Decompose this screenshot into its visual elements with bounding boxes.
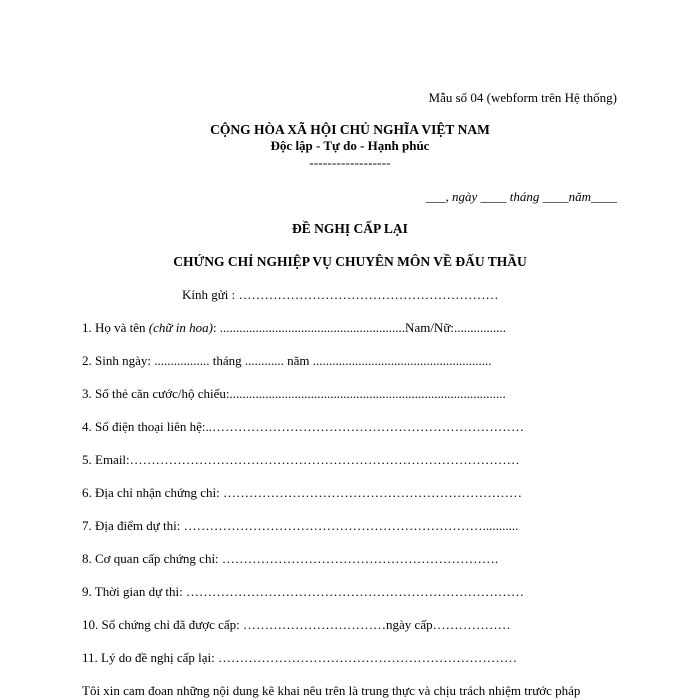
field-certificate-number: 10. Số chứng chỉ đã được cấp: ……………………………ngày cấp……………… xyxy=(82,617,511,632)
form-code: Mẫu số 04 (webform trên Hệ thống) xyxy=(428,90,617,105)
field-exam-location: 7. Địa điểm dự thi: ……………………………………………………………........... xyxy=(82,518,519,533)
field-birth-date: 2. Sinh ngày: ................. tháng ............ năm ....................................................... xyxy=(82,353,492,368)
field-full-name-label: 1. Họ và tên xyxy=(82,320,149,335)
year-label: năm xyxy=(568,189,591,204)
field-full-name xyxy=(82,320,506,336)
field-issuing-agency: 8. Cơ quan cấp chứng chỉ: ………………………………………………………. xyxy=(82,551,499,566)
field-exam-time: 9. Thời gian dự thi: …………………………………………………………………… xyxy=(82,584,524,599)
heading-rule: ------------------ xyxy=(309,155,391,170)
year-blank: ____ xyxy=(591,189,617,204)
field-full-name-rest: : .........................................................Nam/Nữ:................ xyxy=(212,320,506,335)
date-line xyxy=(426,189,617,205)
day-blank: ____ xyxy=(477,189,510,204)
field-phone: 4. Số điện thoại liên hệ:..……………………………………………………………… xyxy=(82,419,524,434)
nation-heading: CỘNG HÒA XÃ HỘI CHỦ NGHĨA VIỆT NAM xyxy=(210,122,490,137)
place-blank: ___, xyxy=(425,189,452,204)
recipient-line: Kính gửi : …………………………………………………… xyxy=(182,287,499,302)
document-subtitle: CHỨNG CHỈ NGHIỆP VỤ CHUYÊN MÔN VỀ ĐẤU THẦU xyxy=(173,254,527,269)
field-reissue-reason: 11. Lý do đề nghị cấp lại: …………………………………………………………… xyxy=(82,650,517,665)
document-title: ĐỀ NGHỊ CẤP LẠI xyxy=(292,221,408,236)
month-blank: ____ xyxy=(539,189,569,204)
field-full-name-hint: (chữ in hoa) xyxy=(148,320,213,335)
motto: Độc lập - Tự do - Hạnh phúc xyxy=(270,138,430,153)
commitment-text: Tôi xin cam đoan những nội dung kê khai nêu trên là trung thực và chịu trách nhiệm trước pháp xyxy=(82,683,581,698)
field-delivery-address: 6. Địa chỉ nhận chứng chỉ: …………………………………………………………… xyxy=(82,485,522,500)
field-id-card: 3. Số thẻ căn cước/hộ chiếu:..................................................................................... xyxy=(82,386,506,401)
month-label: tháng xyxy=(509,189,540,204)
day-label: ngày xyxy=(451,189,478,204)
field-email: 5. Email:……………………………………………………………………………… xyxy=(82,452,520,467)
